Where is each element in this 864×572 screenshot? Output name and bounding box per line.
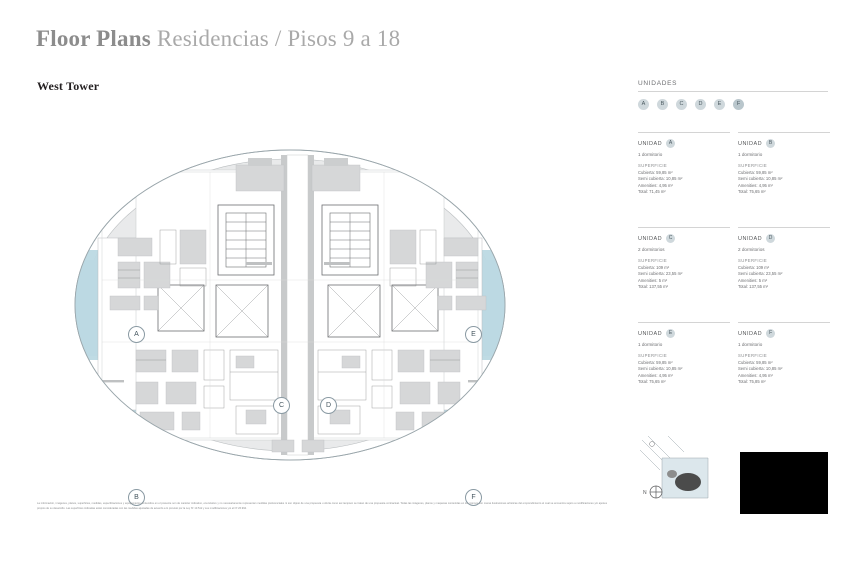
plan-marker-d[interactable]: D — [320, 397, 337, 414]
plan-marker-b[interactable]: B — [128, 489, 145, 506]
unit-card-c-line-4: Total: 137,55 m² — [638, 283, 669, 289]
page-title-light: Residencias / Pisos 9 a 18 — [156, 26, 401, 51]
unit-card-b-head — [738, 139, 830, 148]
unit-chip-c[interactable]: C — [676, 99, 687, 110]
units-panel-title: UNIDADES — [638, 80, 828, 92]
unit-cards — [638, 132, 830, 407]
unit-card-a-line-1: Cubierta: 59,85 m² — [638, 170, 673, 175]
unit-card-c-sup-label: SUPERFICIE — [638, 258, 668, 263]
unit-card-f-sup-label: SUPERFICIE — [738, 353, 768, 358]
unit-card-f-head — [738, 329, 830, 338]
unit-card-a[interactable] — [638, 132, 730, 217]
unit-card-b-badge: B — [766, 139, 775, 148]
tower-label: West Tower — [37, 79, 100, 93]
floor-plan-drawing — [40, 110, 620, 500]
unit-card-d-line-3: Amenities: 5 m² — [738, 277, 768, 283]
unit-card-f-line-3: Amenities: 4,95 m² — [738, 372, 773, 378]
unit-card-a-label: UNIDAD — [638, 140, 663, 147]
unit-card-b-line-1: Cubierta: 59,85 m² — [738, 170, 773, 175]
unit-card-d-sup-label: SUPERFICIE — [738, 258, 768, 263]
unit-card-a-rooms: 1 dormitorio — [638, 152, 663, 157]
unit-card-a-sup-label: SUPERFICIE — [638, 163, 668, 168]
unit-card-f-line-4: Total: 75,85 m² — [738, 378, 766, 384]
unit-card-b-label: UNIDAD — [738, 140, 763, 147]
unit-card-c-line-2: Semi cubierta: 23,55 m² — [638, 271, 683, 277]
north-arrow-icon — [643, 486, 662, 498]
unit-chip-b[interactable]: B — [657, 99, 668, 110]
site-location-diagram — [638, 432, 712, 504]
plan-marker-a[interactable]: A — [128, 326, 145, 343]
unit-card-c[interactable] — [638, 227, 730, 312]
unit-card-e-line-1: Cubierta: 59,85 m² — [638, 360, 673, 365]
unit-card-b-sup-label: SUPERFICIE — [738, 163, 768, 168]
unit-card-a-badge: A — [666, 139, 675, 148]
unit-card-b-rooms: 1 dormitorio — [738, 152, 763, 157]
unit-card-c-badge: C — [666, 234, 675, 243]
unit-card-d[interactable] — [738, 227, 830, 312]
unit-card-d-badge: D — [766, 234, 775, 243]
unit-card-e-line-3: Amenities: 4,95 m² — [638, 372, 673, 378]
unit-card-c-line-1: Cubierta: 109 m² — [638, 265, 670, 270]
unit-card-d-rooms: 2 dormitorios — [738, 247, 765, 252]
unit-card-b-line-3: Amenities: 4,95 m² — [738, 182, 773, 188]
image-placeholder-block — [740, 452, 828, 514]
unit-card-a-head — [638, 139, 730, 148]
unit-chip-list — [638, 99, 828, 110]
unit-card-c-line-3: Amenities: 5 m² — [638, 277, 668, 283]
plan-marker-f[interactable]: F — [465, 489, 482, 506]
unit-card-b-line-4: Total: 75,65 m² — [738, 188, 766, 194]
unit-chip-e[interactable]: E — [714, 99, 725, 110]
plan-marker-c[interactable]: C — [273, 397, 290, 414]
unit-card-d-line-4: Total: 137,55 m² — [738, 283, 769, 289]
unit-card-e-line-4: Total: 75,65 m² — [638, 378, 666, 384]
units-panel — [638, 80, 828, 110]
unit-card-d-label: UNIDAD — [738, 235, 763, 242]
unit-card-f-line-2: Semi cubierta: 10,85 m² — [738, 366, 783, 372]
unit-card-f-rooms: 1 dormitorio — [738, 342, 763, 347]
page-title-strong: Floor Plans — [36, 26, 151, 51]
unit-card-c-label: UNIDAD — [638, 235, 663, 242]
unit-card-d-head — [738, 234, 830, 243]
unit-card-d-line-2: Semi cubierta: 23,55 m² — [738, 271, 783, 277]
unit-card-f-badge: F — [766, 329, 775, 338]
unit-card-a-line-4: Total: 71,45 m² — [638, 188, 666, 194]
unit-chip-f[interactable]: F — [733, 99, 744, 110]
unit-card-e-rooms: 1 dormitorio — [638, 342, 663, 347]
unit-chip-a[interactable]: A — [638, 99, 649, 110]
unit-card-e-sup-label: SUPERFICIE — [638, 353, 668, 358]
unit-card-c-rooms: 2 dormitorios — [638, 247, 665, 252]
page-title — [36, 26, 400, 52]
unit-card-e-line-2: Semi cubierta: 10,85 m² — [638, 366, 683, 372]
unit-card-a-line-3: Amenities: 4,95 m² — [638, 182, 673, 188]
unit-card-a-line-2: Semi cubierta: 10,85 m² — [638, 176, 683, 182]
unit-card-e-label: UNIDAD — [638, 330, 663, 337]
plan-marker-e[interactable]: E — [465, 326, 482, 343]
unit-card-e[interactable] — [638, 322, 730, 407]
unit-card-c-head — [638, 234, 730, 243]
disclaimer-text: La información, imágenes, planos, superficies, medidas, especificaciones y equipamiento contenidos en el presente son de carácter indicativo, enunciativo y no necesariamente representan medidas preferenciales ni son objeto de una propuesta u oferta como así tampoco se tratan de una propuesta contractual. Todas las imágenes, planos y maquetas contenidas en los mismos son meras ilustraciones artísticas del emprendimiento el cual se encuentra sujeto a modificaciones y/o ajustes propios de su desarrollo. Las superficies indicadas están consideradas con las medidas ajustadas de acuerdo a lo previsto por la Ley Nº 13.512 y sus modificaciones y/o el Nº 26.994. — [37, 502, 607, 510]
unit-card-f[interactable] — [738, 322, 830, 407]
unit-card-e-badge: E — [666, 329, 675, 338]
north-label: N — [643, 490, 647, 496]
unit-card-f-line-1: Cubierta: 59,85 m² — [738, 360, 773, 365]
unit-chip-d[interactable]: D — [695, 99, 706, 110]
unit-card-b[interactable] — [738, 132, 830, 217]
unit-card-d-line-1: Cubierta: 109 m² — [738, 265, 770, 270]
unit-card-f-label: UNIDAD — [738, 330, 763, 337]
unit-card-b-line-2: Semi cubierta: 10,85 m² — [738, 176, 783, 182]
unit-card-e-head — [638, 329, 730, 338]
